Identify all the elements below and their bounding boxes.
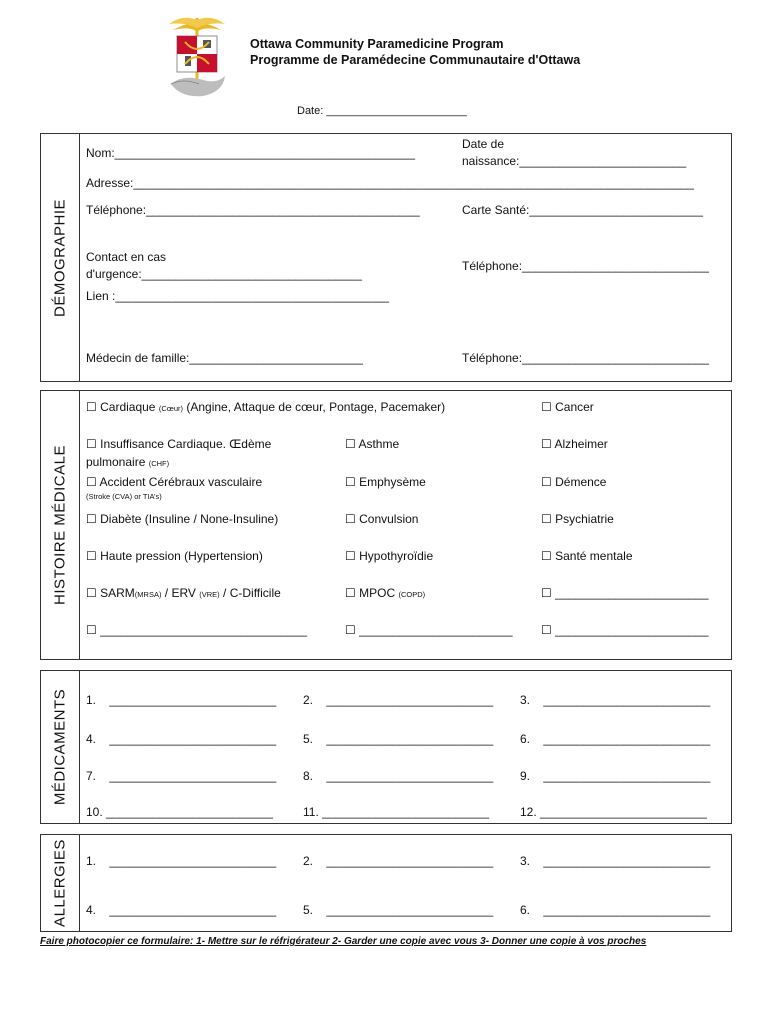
medicament-3[interactable]: 3. _________________________ <box>520 693 711 707</box>
carte-sante-field[interactable]: Carte Santé:__________________________ <box>462 203 703 217</box>
checkbox-icon: ☐ <box>86 512 97 526</box>
checkbox-icon: ☐ <box>541 549 552 563</box>
medicament-6[interactable]: 6. _________________________ <box>520 732 711 746</box>
checkbox-cancer[interactable]: ☐ Cancer <box>541 400 594 414</box>
checkbox-other-2[interactable]: ☐ _______________________________ <box>86 623 307 637</box>
checkbox-icon: ☐ <box>86 549 97 563</box>
checkbox-icon: ☐ <box>345 586 356 600</box>
allergie-4[interactable]: 4. _________________________ <box>86 903 277 917</box>
section-label-allergies: ALLERGIES <box>41 835 80 931</box>
section-allergies <box>40 834 732 932</box>
checkbox-icon: ☐ <box>86 623 97 637</box>
medicament-7[interactable]: 7. _________________________ <box>86 769 277 783</box>
checkbox-icon: ☐ <box>541 586 552 600</box>
program-title-en: Ottawa Community Paramedicine Program <box>250 37 504 51</box>
avc-sub: (Stroke (CVA) or TIA’s) <box>86 492 162 501</box>
checkbox-icon: ☐ <box>541 400 552 414</box>
section-demographie <box>40 133 732 382</box>
contact-field[interactable]: d'urgence:_________________________________ <box>86 267 362 281</box>
medicament-8[interactable]: 8. _________________________ <box>303 769 494 783</box>
checkbox-hypothyroidie[interactable]: ☐ Hypothyroïdie <box>345 549 434 563</box>
section-histoire-medicale <box>40 390 732 660</box>
dob-field[interactable]: naissance:_________________________ <box>462 154 687 168</box>
allergie-6[interactable]: 6. _________________________ <box>520 903 711 917</box>
checkbox-cardiaque[interactable]: ☐ Cardiaque (Cœur) (Angine, Attaque de cœur, Pontage, Pacemaker) <box>86 400 446 414</box>
medicament-4[interactable]: 4. _________________________ <box>86 732 277 746</box>
checkbox-icon: ☐ <box>86 400 97 414</box>
checkbox-icon: ☐ <box>345 437 356 451</box>
checkbox-insuffisance[interactable]: ☐ Insuffisance Cardiaque. Œdème <box>86 437 272 451</box>
checkbox-icon: ☐ <box>345 623 356 637</box>
medicament-5[interactable]: 5. _________________________ <box>303 732 494 746</box>
allergie-5[interactable]: 5. _________________________ <box>303 903 494 917</box>
checkbox-icon: ☐ <box>541 475 552 489</box>
checkbox-alzheimer[interactable]: ☐ Alzheimer <box>541 437 608 451</box>
medicament-1[interactable]: 1. _________________________ <box>86 693 277 707</box>
allergie-2[interactable]: 2. _________________________ <box>303 854 494 868</box>
program-title-fr: Programme de Paramédecine Communautaire d'Ottawa <box>250 53 581 67</box>
checkbox-mpoc[interactable]: ☐ MPOC (COPD) <box>345 586 426 600</box>
dob-label: Date de <box>462 137 505 151</box>
medicament-12[interactable]: 12. _________________________ <box>520 805 707 819</box>
checkbox-demence[interactable]: ☐ Démence <box>541 475 607 489</box>
medicament-11[interactable]: 11. _________________________ <box>303 805 489 819</box>
checkbox-icon: ☐ <box>345 475 356 489</box>
nom-field[interactable]: Nom:_____________________________________________ <box>86 146 415 160</box>
adresse-field[interactable]: Adresse:____________________________________________________________________________________ <box>86 176 694 190</box>
medecin-field[interactable]: Médecin de famille:__________________________ <box>86 351 363 365</box>
program-logo <box>163 12 231 106</box>
checkbox-icon: ☐ <box>541 437 552 451</box>
medicament-10[interactable]: 10. _________________________ <box>86 805 273 819</box>
medecin-telephone-field[interactable]: Téléphone:____________________________ <box>462 351 709 365</box>
contact-label: Contact en cas <box>86 250 167 264</box>
contact-telephone-field[interactable]: Téléphone:____________________________ <box>462 259 709 273</box>
medicament-9[interactable]: 9. _________________________ <box>520 769 711 783</box>
footer-instructions: Faire photocopier ce formulaire: 1- Mettre sur le réfrigérateur 2- Garder une copie avec vous 3- Donner une copie à vos proches <box>40 936 647 947</box>
checkbox-icon: ☐ <box>345 512 356 526</box>
section-medicaments <box>40 670 732 824</box>
date-field[interactable]: Date: _______________________ <box>297 105 468 117</box>
checkbox-diabete[interactable]: ☐ Diabète (Insuline / None-Insuline) <box>86 512 279 526</box>
checkbox-sante-mentale[interactable]: ☐ Santé mentale <box>541 549 633 563</box>
checkbox-emphyseme[interactable]: ☐ Emphysème <box>345 475 426 489</box>
checkbox-other-4[interactable]: ☐ _______________________ <box>541 623 709 637</box>
telephone-field[interactable]: Téléphone:_________________________________________ <box>86 203 420 217</box>
checkbox-icon: ☐ <box>86 475 97 489</box>
medicament-2[interactable]: 2. _________________________ <box>303 693 494 707</box>
checkbox-icon: ☐ <box>86 586 97 600</box>
lien-field[interactable]: Lien :_________________________________________ <box>86 289 389 303</box>
checkbox-sarm[interactable]: ☐ SARM(MRSA) / ERV (VRE) / C-Difficile <box>86 586 281 600</box>
checkbox-icon: ☐ <box>345 549 356 563</box>
allergie-3[interactable]: 3. _________________________ <box>520 854 711 868</box>
section-label-medicaments: MÉDICAMENTS <box>41 671 80 823</box>
allergie-1[interactable]: 1. _________________________ <box>86 854 277 868</box>
section-label-demographie: DÉMOGRAPHIE <box>41 134 80 381</box>
checkbox-icon: ☐ <box>541 512 552 526</box>
checkbox-avc[interactable]: ☐ Accident Cérébraux vasculaire <box>86 475 263 489</box>
checkbox-other-1[interactable]: ☐ _______________________ <box>541 586 709 600</box>
checkbox-convulsion[interactable]: ☐ Convulsion <box>345 512 419 526</box>
checkbox-icon: ☐ <box>86 437 97 451</box>
checkbox-other-3[interactable]: ☐ _______________________ <box>345 623 513 637</box>
checkbox-psychiatrie[interactable]: ☐ Psychiatrie <box>541 512 614 526</box>
insuffisance-line2: pulmonaire (CHF) <box>86 455 170 469</box>
section-label-histoire: HISTOIRE MÉDICALE <box>41 391 80 659</box>
checkbox-asthme[interactable]: ☐ Asthme <box>345 437 400 451</box>
checkbox-haute-pression[interactable]: ☐ Haute pression (Hypertension) <box>86 549 263 563</box>
checkbox-icon: ☐ <box>541 623 552 637</box>
